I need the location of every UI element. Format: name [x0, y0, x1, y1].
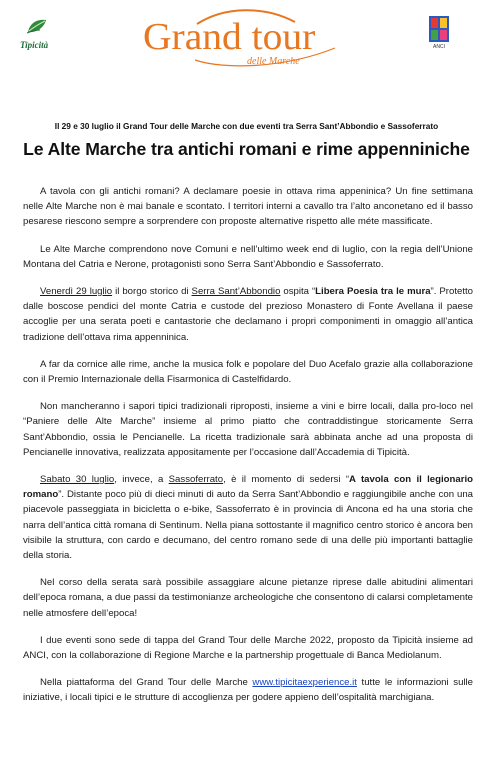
- brand-title: Grand tour: [143, 16, 316, 58]
- paragraph-evening: Nel corso della serata sarà possibile assaggiare alcune pietanze riprese dalle abitudini alimentari dell’epoca romana, a due passi da testimonianze archeologiche che consentono di calarsi completamente nelle atmosfere dell’epoca!: [23, 577, 473, 619]
- text-span: Nella piattaforma del Grand Tour delle Marche: [40, 677, 253, 689]
- paragraph-flavors: Non mancheranno i sapori tipici tradizionali riproposti, insieme a vini e birre locali, dalla pro-loco nel “Paniere delle Alte Marche” insieme al primo piatto che contraddistingue storicamente Serra Sant’Abbondio, ossia le Pencianelle. La ricetta tradizionale sarà abbinata anche ad una proposta di Pencianelle innovativa, realizzata appositamente per l’occasione dall’Accademia di Tipicità.: [23, 401, 473, 458]
- article-body: [23, 184, 473, 718]
- tipicita-logo-text: Tipicità: [20, 40, 49, 50]
- saturday-date: Sabato 30 luglio: [40, 474, 115, 486]
- article-title: Le Alte Marche tra antichi romani e rime appenniniche: [23, 139, 470, 159]
- text-span: ”. Distante poco più di dieci minuti di auto da Serra Sant’Abbondio e raggiungibile anche con una piacevole passeggiata in bicicletta o e-bike, Sassoferrato è in provincia di Ancona ed ha una storia che narra dell’antica città romana di Sentinum. Nella piana sottostante il magnifico centro storico è ancora ben visibile la struttura, con cardo e decumano, del centro romano sede di una delle più importanti battaglie della storia.: [23, 489, 473, 562]
- text-span: tutte le informazioni sulle iniziative, i locali tipici e le strutture di accoglienza per godere appieno dell’ospitalità marchigiana.: [23, 677, 474, 704]
- paragraph-friday-event: [23, 284, 473, 345]
- leaf-icon: [26, 18, 48, 34]
- brand-subtitle: delle Marche: [247, 56, 300, 67]
- friday-event-name: Libera Poesia tra le mura: [315, 286, 431, 298]
- serra-place: Serra Sant’Abbondio: [191, 286, 281, 298]
- paragraph-alte-marche: Le Alte Marche comprendono nove Comuni e nell’ultimo week end di luglio, con la regia dell’Unione Montana del Catria e Nerone, protagonisti sono Serra Sant’Abbondio e Sassoferrato.: [23, 243, 473, 270]
- sassoferrato-place: Sassoferrato: [168, 474, 224, 486]
- paragraph-saturday-event: [23, 472, 473, 563]
- grand-tour-logo: [135, 8, 355, 78]
- text-span: ”. Protetto dalle boscose pendici del monte Catria e custode del prezioso Monastero di Fonte Avellana il paese accoglie per una serata poeti e cantastorie che declamano i propri componimenti in omaggio all’antica tradizione dell’ottava rima appenninica.: [23, 286, 473, 343]
- friday-date: Venerdì 29 luglio: [40, 286, 113, 298]
- paragraph-platform: [23, 675, 473, 705]
- text-span: , è il momento di sedersi “: [223, 474, 350, 486]
- header: [0, 0, 493, 80]
- website-link[interactable]: www.tipicitaexperience.it: [252, 677, 357, 689]
- text-span: , invece, a: [114, 474, 169, 486]
- text-span: il borgo storico di: [112, 286, 192, 298]
- paragraph-tour: I due eventi sono sede di tappa del Grand Tour delle Marche 2022, proposto da Tipicità insieme ad ANCI, con la collaborazione di Regione Marche e la partnership progettuale di Banca Mediolanum.: [23, 634, 473, 662]
- paragraph-intro: A tavola con gli antichi romani? A declamare poesie in ottava rima appeninica? Un fine settimana nelle Alte Marche non è mai banale e scontato. I territori interni a cavallo tra l’alto anconetano ed il basso pesarese riescono sempre a sorprendere con proposte alternative rispetto alle méte massificate.: [23, 186, 473, 228]
- tipicita-logo: [20, 18, 54, 50]
- anci-logo-text: ANCI: [433, 44, 445, 50]
- text-span: ospita “: [280, 286, 316, 298]
- saturday-event-name: A tavola con il legionario romano: [23, 474, 473, 501]
- article-subtitle: Il 29 e 30 luglio il Grand Tour delle Marche con due eventi tra Serra Sant’Abbondio e Sassoferrato: [54, 121, 439, 131]
- anci-logo: [429, 16, 449, 50]
- paragraph-music: A far da cornice alle rime, anche la musica folk e popolare del Duo Acefalo grazie alla collaborazione con il Premio Internazionale della Fisarmonica di Castelfidardo.: [23, 358, 473, 386]
